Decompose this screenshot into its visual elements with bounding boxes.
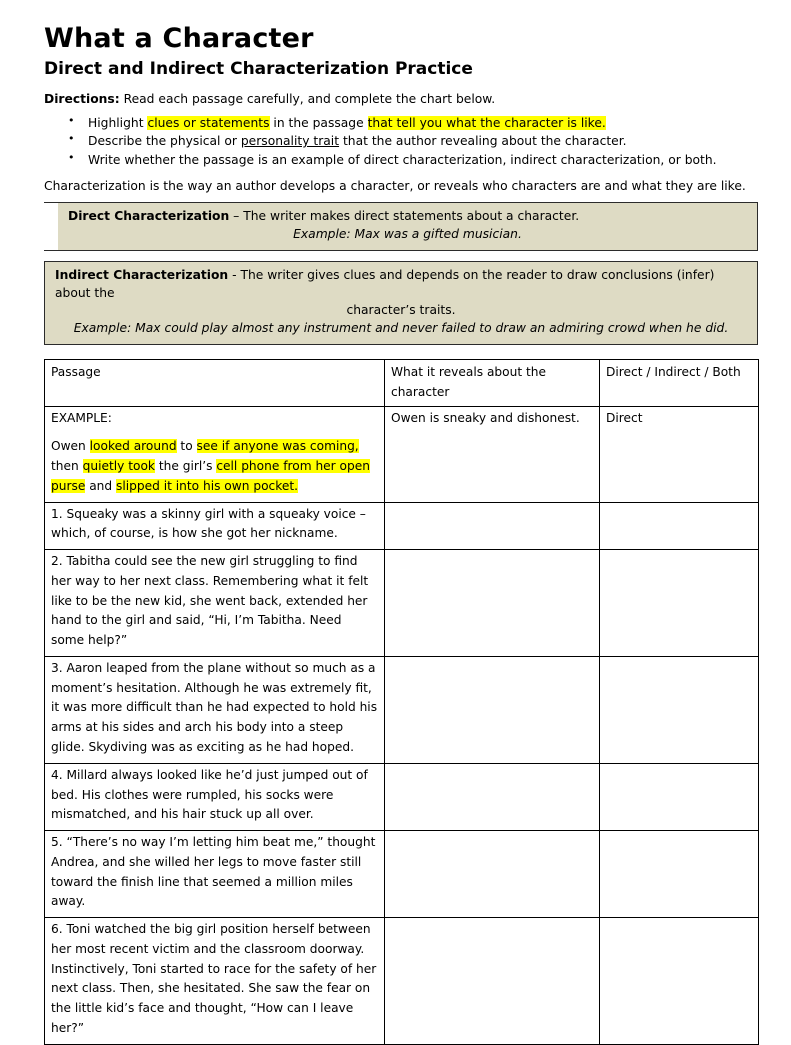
indirect-body-continued: character’s traits. bbox=[346, 303, 456, 318]
cell-passage-0 bbox=[45, 406, 385, 502]
passage-3-run-0: 3. Aaron leaped from the plane without so much as a moment’s hesitation. Although he was extremely fit, it was more difficult than he had expected to hold his arms at his sides and arch his body into a steep glide. Skydiving was as exciting as he had hoped. bbox=[51, 660, 378, 755]
table-row bbox=[45, 763, 759, 830]
cell-type-1[interactable] bbox=[600, 502, 759, 550]
cell-type-3[interactable] bbox=[600, 656, 759, 763]
page-subtitle: Direct and Indirect Characterization Practice bbox=[44, 58, 473, 79]
passage-0-run-7: cell phone from her open purse bbox=[51, 459, 370, 493]
passage-0-run-3: see if anyone was coming, bbox=[196, 439, 359, 454]
directions-text: Read each passage carefully, and complete the chart below. bbox=[123, 92, 496, 107]
bullet-3-run-0: Write whether the passage is an example of direct characterization, indirect characterization, or both. bbox=[88, 152, 717, 167]
directions-bullet-list bbox=[44, 114, 759, 169]
indirect-example: Example: Max could play almost any instrument and never failed to draw an admiring crowd when he did. bbox=[73, 321, 729, 336]
cell-reveals-3[interactable] bbox=[385, 656, 600, 763]
passage-5-run-0: 5. “There’s no way I’m letting him beat me,” thought Andrea, and she willed her legs to move faster still toward the finish line that seemed a million miles away. bbox=[51, 835, 376, 909]
direct-term: Direct Characterization bbox=[68, 209, 230, 224]
passage-0-run-9: slipped it into his own pocket. bbox=[116, 478, 299, 493]
direct-example: Example: Max was a gifted musician. bbox=[293, 226, 522, 241]
table-row bbox=[45, 656, 759, 763]
passage-text-0 bbox=[51, 437, 378, 496]
passage-2-run-0: 2. Tabitha could see the new girl struggling to find her way to her next class. Remembering what it felt like to be the new kid, she went back, extended her hand to the girl and said, “Hi, I’m Tabitha. Need some help?” bbox=[51, 554, 369, 648]
cell-reveals-4[interactable] bbox=[385, 763, 600, 830]
direct-characterization-box bbox=[44, 202, 758, 251]
passage-0-run-0: Owen bbox=[51, 439, 90, 454]
passage-0-run-8: and bbox=[85, 478, 117, 493]
bullet-1-run-2: in the passage bbox=[269, 115, 368, 130]
characterization-chart bbox=[44, 359, 759, 1045]
indirect-body: The writer gives clues and depends on the reader to draw conclusions (infer) about the bbox=[55, 267, 715, 300]
cell-reveals-1[interactable] bbox=[385, 502, 600, 550]
passage-6-run-0: 6. Toni watched the big girl position herself between her most recent victim and the classroom doorway. Instinctively, Toni started to race for the safety of her next class. Then, she hesitated. She saw the fear on the little kid’s face and thought, “How can I leave her?” bbox=[51, 922, 377, 1035]
table-row bbox=[45, 831, 759, 918]
cell-passage-5 bbox=[45, 831, 385, 918]
passage-4-run-0: 4. Millard always looked like he’d just jumped out of bed. His clothes were rumpled, his socks were mismatched, and his hair stuck up all over. bbox=[51, 767, 368, 822]
cell-type-4[interactable] bbox=[600, 763, 759, 830]
cell-passage-2 bbox=[45, 550, 385, 657]
cell-type-5[interactable] bbox=[600, 831, 759, 918]
directions-bullet-2 bbox=[86, 132, 759, 150]
directions-label: Directions: bbox=[44, 92, 120, 107]
passage-0-run-6: the girl’s bbox=[154, 459, 217, 474]
bullet-1-run-0: Highlight bbox=[88, 115, 148, 130]
direct-dash: – bbox=[229, 209, 244, 224]
column-header-passage: Passage bbox=[45, 360, 385, 407]
passage-1-run-0: 1. Squeaky was a skinny girl with a squeaky voice – which, of course, is how she got her nickname. bbox=[51, 506, 366, 541]
cell-reveals-0[interactable]: Owen is sneaky and dishonest. bbox=[385, 406, 600, 502]
passage-text-4 bbox=[51, 766, 378, 825]
passage-0-run-1: looked around bbox=[89, 439, 177, 454]
passage-text-1 bbox=[51, 505, 378, 545]
passage-0-run-5: quietly took bbox=[82, 459, 155, 474]
cell-passage-1 bbox=[45, 502, 385, 550]
direct-body: The writer makes direct statements about a character. bbox=[243, 209, 580, 224]
indirect-term: Indirect Characterization bbox=[55, 267, 229, 282]
cell-passage-4 bbox=[45, 763, 385, 830]
table-body bbox=[45, 406, 759, 1044]
cell-type-0[interactable]: Direct bbox=[600, 406, 759, 502]
page-title: What a Character bbox=[44, 23, 314, 54]
passage-text-5 bbox=[51, 833, 378, 912]
directions-bullet-3 bbox=[86, 151, 759, 169]
indirect-characterization-box bbox=[44, 261, 758, 345]
directions-bullet-1 bbox=[86, 114, 759, 132]
cell-reveals-5[interactable] bbox=[385, 831, 600, 918]
table-row bbox=[45, 918, 759, 1045]
passage-0-run-2: to bbox=[176, 439, 197, 454]
passage-text-2 bbox=[51, 552, 378, 651]
column-header-reveals: What it reveals about the character bbox=[385, 360, 600, 407]
cell-type-6[interactable] bbox=[600, 918, 759, 1045]
passage-0-run-4: then bbox=[51, 459, 83, 474]
cell-passage-6 bbox=[45, 918, 385, 1045]
table-header-row bbox=[45, 360, 759, 407]
table-row bbox=[45, 550, 759, 657]
bullet-1-run-3: that tell you what the character is like. bbox=[367, 115, 606, 130]
table-row bbox=[45, 406, 759, 502]
column-header-type: Direct / Indirect / Both bbox=[600, 360, 759, 407]
example-label: EXAMPLE: bbox=[51, 410, 112, 425]
cell-reveals-2[interactable] bbox=[385, 550, 600, 657]
cell-reveals-6[interactable] bbox=[385, 918, 600, 1045]
table-row bbox=[45, 502, 759, 550]
cell-passage-3 bbox=[45, 656, 385, 763]
cell-type-2[interactable] bbox=[600, 550, 759, 657]
indirect-dash: - bbox=[228, 267, 241, 282]
passage-text-6 bbox=[51, 920, 378, 1039]
bullet-2-run-0: Describe the physical or bbox=[88, 134, 241, 149]
passage-text-3 bbox=[51, 659, 378, 758]
characterization-intro: Characterization is the way an author develops a character, or reveals who characters are and what they are like. bbox=[44, 179, 746, 194]
directions-line bbox=[44, 92, 759, 107]
bullet-2-run-2: that the author revealing about the character. bbox=[339, 134, 627, 149]
bullet-2-run-1: personality trait bbox=[240, 134, 340, 149]
bullet-1-run-1: clues or statements bbox=[147, 115, 270, 130]
